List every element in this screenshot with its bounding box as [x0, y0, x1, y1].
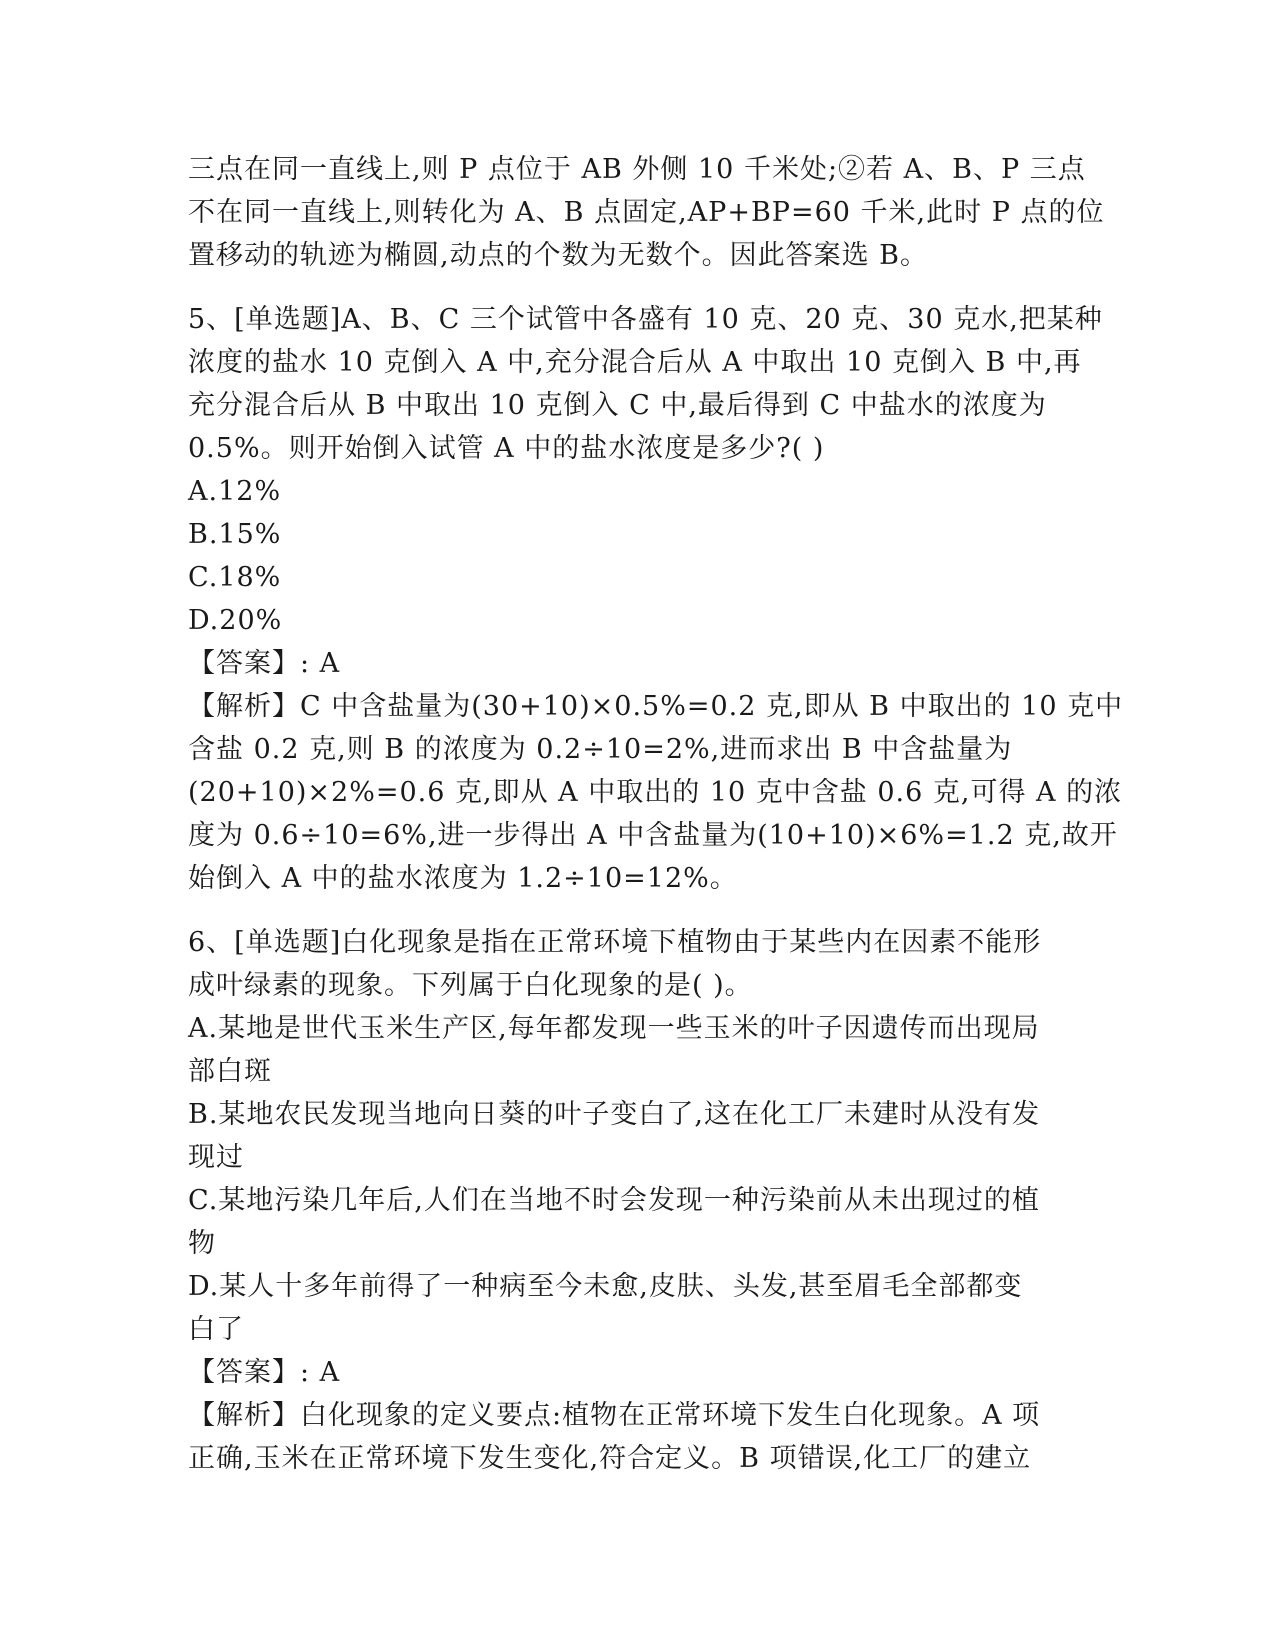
paragraph-gap — [188, 900, 1088, 921]
text-line: 始倒入 A 中的盐水浓度为 1.2÷10=12%。 — [188, 863, 738, 894]
text-line: C.18% — [188, 562, 282, 593]
text-line: 度为 0.6÷10=6%,进一步得出 A 中含盐量为(10+10)×6%=1.2 克,故开 — [188, 820, 1118, 851]
text-line: 6、[单选题]白化现象是指在正常环境下植物由于某些内在因素不能形 — [188, 927, 1042, 958]
text-line: 正确,玉米在正常环境下发生变化,符合定义。B 项错误,化工厂的建立 — [188, 1443, 1032, 1474]
text-line: 5、[单选题]A、B、C 三个试管中各盛有 10 克、20 克、30 克水,把某种 — [188, 304, 1103, 335]
text-line: 白了 — [188, 1314, 244, 1345]
text-line: C.某地污染几年后,人们在当地不时会发现一种污染前从未出现过的植 — [188, 1185, 1040, 1216]
text-line: (20+10)×2%=0.6 克,即从 A 中取出的 10 克中含盐 0.6 克,可得 A 的浓 — [188, 777, 1123, 808]
text-line: 物 — [188, 1228, 216, 1259]
text-line: 【答案】: A — [188, 648, 341, 679]
text-line: 置移动的轨迹为椭圆,动点的个数为无数个。因此答案选 B。 — [188, 240, 929, 271]
text-line: 【解析】白化现象的定义要点:植物在正常环境下发生白化现象。A 项 — [188, 1400, 1041, 1431]
text-line: 成叶绿素的现象。下列属于白化现象的是( )。 — [188, 970, 753, 1001]
text-line: 不在同一直线上,则转化为 A、B 点固定,AP+BP=60 千米,此时 P 点的位 — [188, 197, 1105, 228]
text-line: 三点在同一直线上,则 P 点位于 AB 外侧 10 千米处;②若 A、B、P 三点 — [188, 154, 1086, 185]
text-line: 现过 — [188, 1142, 244, 1173]
text-line: 部白斑 — [188, 1056, 272, 1087]
text-line: A.12% — [188, 476, 282, 507]
document-body — [188, 148, 1124, 1480]
text-line: 【解析】C 中含盐量为(30+10)×0.5%=0.2 克,即从 B 中取出的 10 克中 — [188, 691, 1124, 722]
text-line: 0.5%。则开始倒入试管 A 中的盐水浓度是多少?( ) — [188, 433, 825, 464]
text-line: D.某人十多年前得了一种病至今未愈,皮肤、头发,甚至眉毛全部都变 — [188, 1271, 1023, 1302]
text-line: D.20% — [188, 605, 283, 636]
text-line: 含盐 0.2 克,则 B 的浓度为 0.2÷10=2%,进而求出 B 中含盐量为 — [188, 734, 1013, 765]
text-line: 浓度的盐水 10 克倒入 A 中,充分混合后从 A 中取出 10 克倒入 B 中,再 — [188, 347, 1082, 378]
text-line: 【答案】: A — [188, 1357, 341, 1388]
text-line: A.某地是世代玉米生产区,每年都发现一些玉米的叶子因遗传而出现局 — [188, 1013, 1040, 1044]
text-line: B.某地农民发现当地向日葵的叶子变白了,这在化工厂未建时从没有发 — [188, 1099, 1041, 1130]
text-line: B.15% — [188, 519, 282, 550]
paragraph-gap — [188, 277, 1088, 298]
text-line: 充分混合后从 B 中取出 10 克倒入 C 中,最后得到 C 中盐水的浓度为 — [188, 390, 1047, 421]
